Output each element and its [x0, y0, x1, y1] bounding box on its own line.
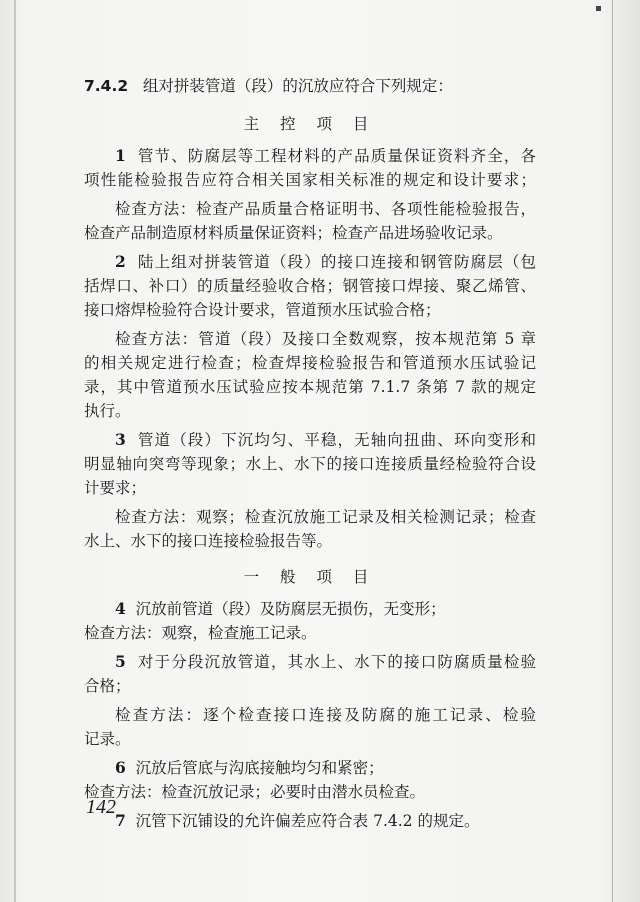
item-1	[84, 144, 536, 192]
item-2	[84, 250, 536, 322]
section-title-main-control: 主 控 项 目	[243, 115, 377, 133]
check-line: 检查方法：逐个检查接口连接及防腐的施工记录、检验	[115, 706, 536, 724]
item-line: 2 陆上组对拼装管道（段）的接口连接和钢管防腐层（包	[115, 252, 536, 271]
item-4	[84, 597, 536, 645]
check-line: 检查方法：观察，检查施工记录。	[84, 624, 317, 642]
clause-number: 7.4.2	[84, 77, 129, 95]
item-3	[84, 428, 536, 500]
item-6	[84, 756, 536, 804]
item-1-check	[84, 197, 536, 245]
item-line: 1 管节、防腐层等工程材料的产品质量保证资料齐全，各	[115, 146, 536, 165]
item-line: 项性能检验报告应符合相关国家相关标准的规定和设计要求；	[84, 171, 536, 189]
item-line: 接口熔焊检验符合设计要求，管道预水压试验合格；	[84, 301, 441, 319]
left-page-edge	[14, 0, 16, 902]
item-7	[84, 809, 536, 833]
item-2-check	[84, 327, 536, 423]
check-line: 的相关规定进行检查；检查焊接检验报告和管道预水压试验记	[84, 354, 536, 372]
check-line: 水上、水下的接口连接检验报告等。	[84, 532, 333, 550]
check-line: 检查方法：检查产品质量合格证明书、各项性能检验报告，	[115, 200, 536, 218]
section-title-general: 一 般 项 目	[243, 568, 377, 586]
check-line: 录，其中管道预水压试验应按本规范第 7.1.7 条第 7 款的规定	[84, 378, 536, 396]
check-line: 检查产品制造原材料质量保证资料；检查产品进场验收记录。	[84, 224, 503, 242]
item-line: 6 沉放后管底与沟底接触均匀和紧密；	[115, 758, 384, 777]
item-line: 明显轴向突弯等现象；水上、水下的接口连接质量经检验符合设	[84, 455, 536, 473]
check-line: 检查方法：检查沉放记录；必要时由潜水员检查。	[84, 783, 426, 801]
item-line: 合格；	[84, 677, 131, 695]
check-line: 记录。	[84, 730, 131, 748]
item-line: 5 对于分段沉放管道，其水上、水下的接口防腐质量检验	[115, 652, 536, 671]
item-line: 4 沉放前管道（段）及防腐层无损伤，无变形；	[115, 599, 446, 618]
document-body	[84, 74, 536, 838]
clause-title: 组对拼装管道（段）的沉放应符合下列规定：	[142, 77, 453, 95]
check-line: 检查方法：管道（段）及接口全数观察，按本规范第 5 章	[115, 330, 536, 348]
item-line: 计要求；	[84, 479, 147, 497]
item-3-check	[84, 505, 536, 553]
right-page-edge	[612, 0, 613, 902]
item-line: 3 管道（段）下沉均匀、平稳，无轴向扭曲、环向变形和	[115, 430, 536, 449]
item-5	[84, 650, 536, 698]
clause-heading	[84, 74, 536, 98]
item-line: 括焊口、补口）的质量经验收合格；钢管接口焊接、聚乙烯管、	[84, 277, 536, 295]
check-line: 执行。	[84, 402, 131, 420]
scan-mark	[596, 6, 601, 11]
item-5-check	[84, 703, 536, 751]
item-line: 7 沉管下沉铺设的允许偏差应符合表 7.4.2 的规定。	[115, 811, 480, 830]
page-number: 142	[86, 796, 116, 818]
check-line: 检查方法：观察；检查沉放施工记录及相关检测记录；检查	[115, 508, 536, 526]
